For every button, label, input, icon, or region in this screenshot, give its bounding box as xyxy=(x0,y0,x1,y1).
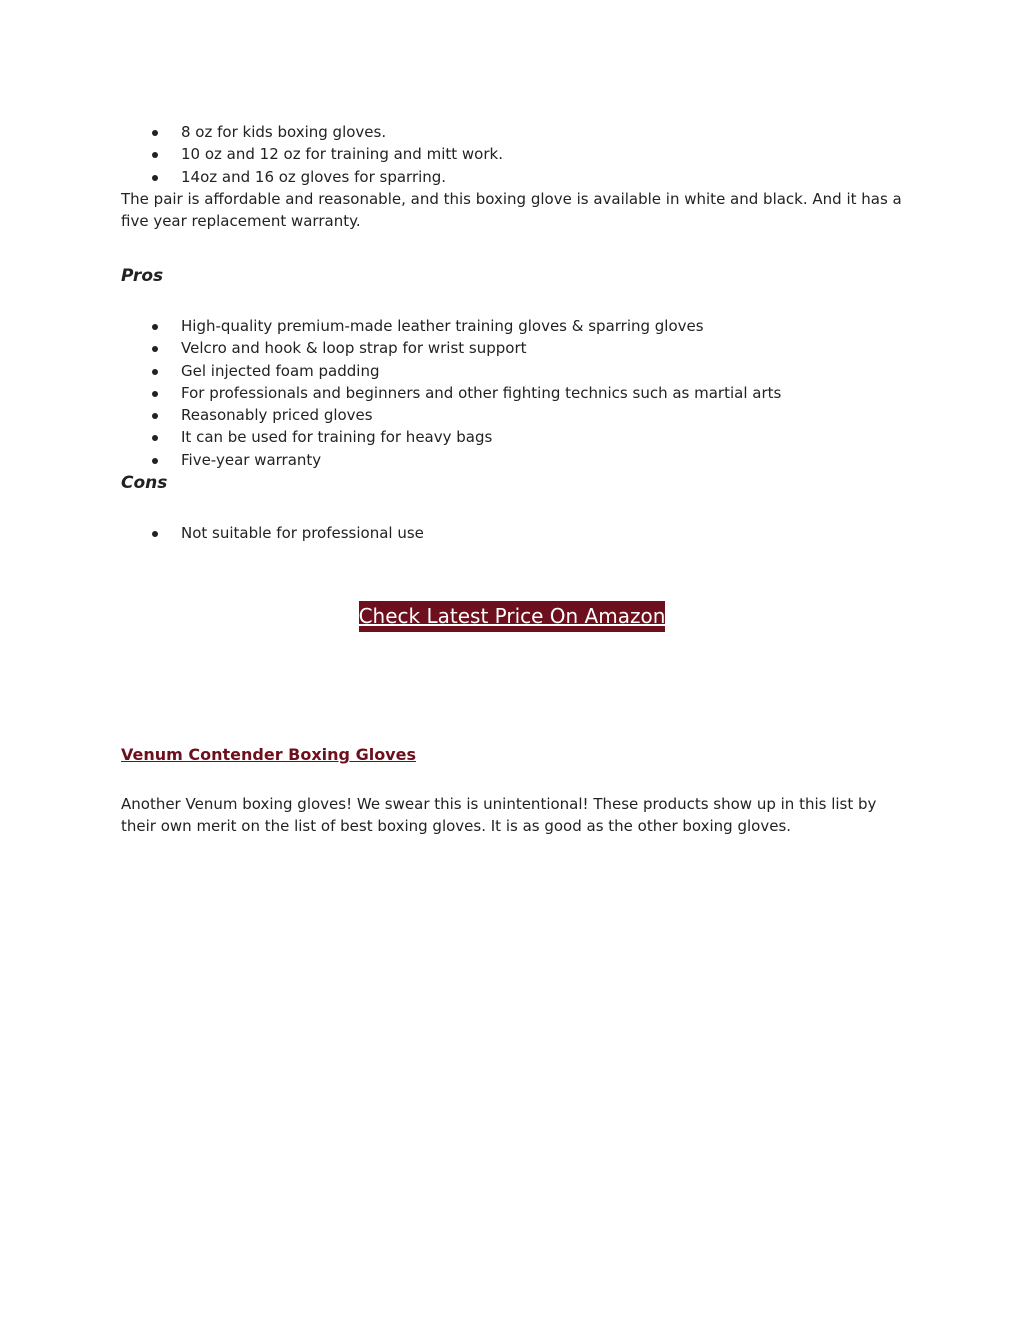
list-item: Gel injected foam padding xyxy=(121,360,911,382)
pros-heading: Pros xyxy=(121,266,164,286)
list-item: 8 oz for kids boxing gloves. xyxy=(121,121,911,143)
check-price-button[interactable]: Check Latest Price On Amazon xyxy=(359,601,666,632)
next-section-paragraph: Another Venum boxing gloves! We swear this is unintentional! These products show up in this list by their own merit on the list of best boxing gloves. It is as good as the other boxing gloves. xyxy=(121,795,877,836)
list-item: 14oz and 16 oz gloves for sparring. xyxy=(121,166,911,188)
list-item: Five-year warranty xyxy=(121,449,911,471)
list-item: Not suitable for professional use xyxy=(121,522,911,544)
list-item: Reasonably priced gloves xyxy=(121,404,911,426)
cta-wrap xyxy=(0,601,1024,632)
pros-section xyxy=(121,265,911,287)
list-item: It can be used for training for heavy bags xyxy=(121,426,911,448)
venum-contender-link[interactable]: Venum Contender Boxing Gloves xyxy=(121,745,416,764)
list-item: 10 oz and 12 oz for training and mitt work. xyxy=(121,143,911,165)
cons-heading: Cons xyxy=(121,473,168,493)
cons-section xyxy=(121,472,911,494)
list-item: High-quality premium-made leather training gloves & sparring gloves xyxy=(121,315,911,337)
sizes-section xyxy=(121,121,911,232)
summary-paragraph: The pair is affordable and reasonable, and this boxing glove is available in white and black. And it has a five year replacement warranty. xyxy=(121,189,902,231)
next-section-body xyxy=(121,793,911,838)
next-section-title-wrap xyxy=(121,744,911,766)
sizes-list xyxy=(121,121,911,188)
list-item: For professionals and beginners and other fighting technics such as martial arts xyxy=(121,382,911,404)
pros-list-wrap xyxy=(121,315,911,471)
pros-list xyxy=(121,315,911,471)
cons-list xyxy=(121,522,911,544)
cons-list-wrap xyxy=(121,522,911,544)
list-item: Velcro and hook & loop strap for wrist support xyxy=(121,337,911,359)
